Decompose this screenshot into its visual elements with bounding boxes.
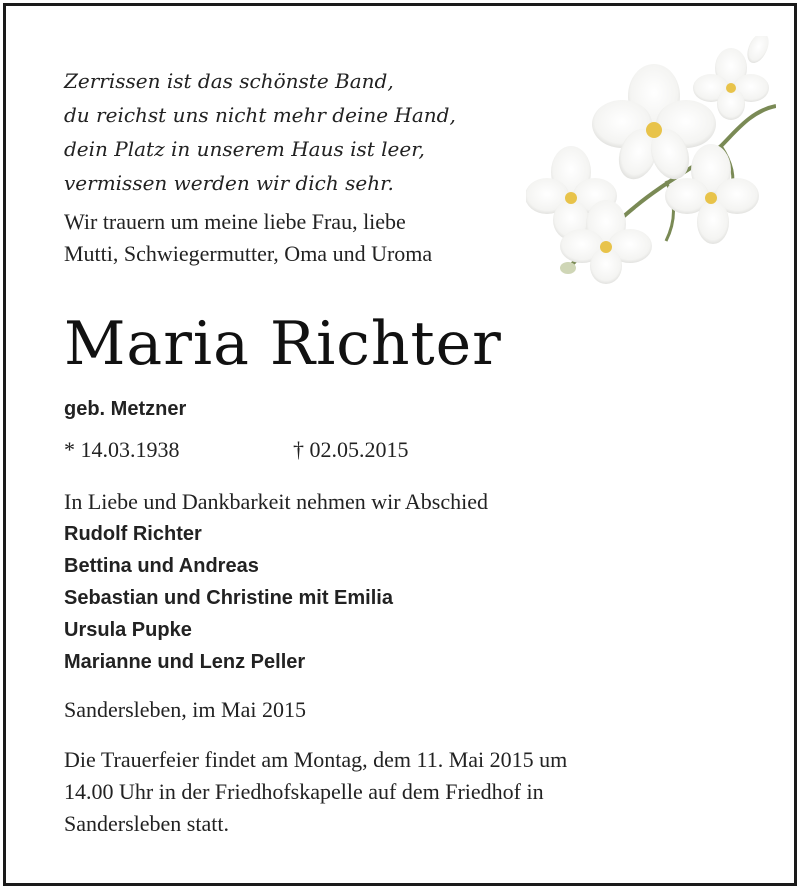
funeral-line: Sandersleben statt. bbox=[64, 811, 229, 836]
poem-line: vermissen werden wir dich sehr. bbox=[64, 171, 394, 195]
funeral-line: Die Trauerfeier findet am Montag, dem 11. Mai 2015 um bbox=[64, 747, 568, 772]
mourning-line: Wir trauern um meine liebe Frau, liebe bbox=[64, 209, 406, 234]
obituary-notice bbox=[3, 3, 797, 886]
mourning-line: Mutti, Schwiegermutter, Oma und Uroma bbox=[64, 241, 433, 266]
poem bbox=[64, 64, 584, 200]
mourning-text bbox=[64, 206, 564, 270]
birth-date: * 14.03.1938 bbox=[64, 437, 180, 462]
mourner-name: Marianne und Lenz Peller bbox=[64, 651, 306, 673]
deceased-name: Maria Richter bbox=[64, 309, 502, 379]
death-date: † 02.05.2015 bbox=[293, 437, 409, 462]
mourner-name: Ursula Pupke bbox=[64, 619, 192, 641]
funeral-details bbox=[64, 744, 724, 840]
place-and-date: Sandersleben, im Mai 2015 bbox=[64, 697, 306, 722]
farewell-text: In Liebe und Dankbarkeit nehmen wir Abschied bbox=[64, 489, 488, 514]
funeral-line: 14.00 Uhr in der Friedhofskapelle auf dem Friedhof in bbox=[64, 779, 544, 804]
mourner-name: Bettina und Andreas bbox=[64, 555, 259, 577]
poem-line: Zerrissen ist das schönste Band, bbox=[64, 69, 394, 93]
poem-line: du reichst uns nicht mehr deine Hand, bbox=[64, 103, 456, 127]
poem-line: dein Platz in unserem Haus ist leer, bbox=[64, 137, 425, 161]
mourner-name: Sebastian und Christine mit Emilia bbox=[64, 587, 393, 609]
mourner-name: Rudolf Richter bbox=[64, 523, 202, 545]
mourners-list bbox=[64, 518, 393, 678]
maiden-name: geb. Metzner bbox=[64, 398, 187, 420]
orchid-icon bbox=[526, 36, 776, 286]
